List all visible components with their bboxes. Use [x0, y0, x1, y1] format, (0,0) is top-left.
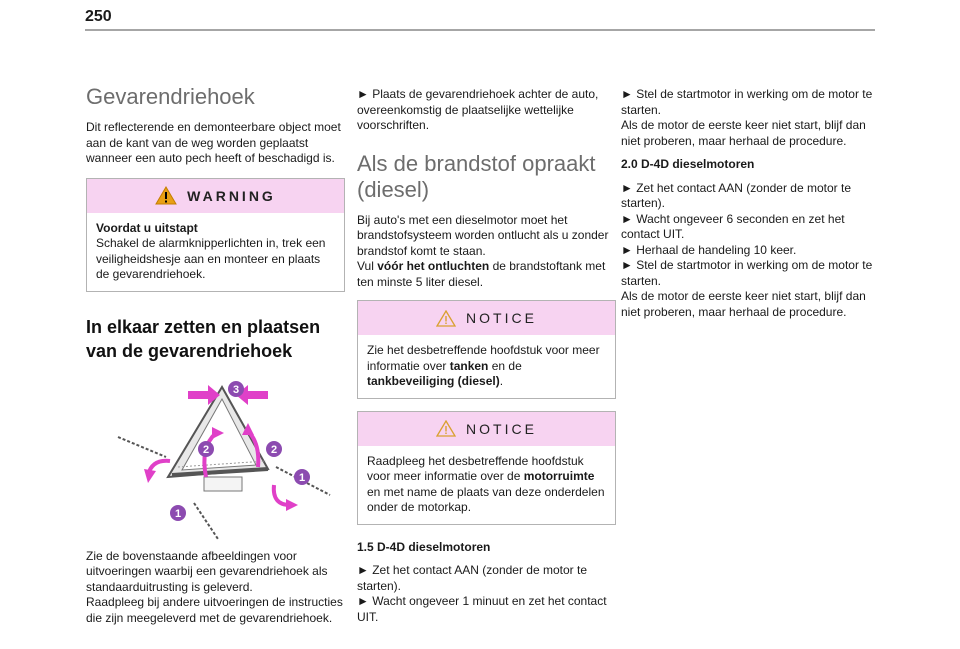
notice-icon	[436, 310, 456, 327]
svg-text:2: 2	[202, 443, 210, 456]
step-wait-1-minute: ► Wacht ongeveer 1 minuut en zet het contact UIT.	[357, 594, 607, 624]
placement-instruction: ► Plaats de gevarendriehoek achter de auto, overeenkomstig de plaatselijke wettelijke voorschriften.	[357, 87, 599, 132]
warning-box-header	[87, 179, 344, 213]
notice-box-engine	[357, 411, 616, 525]
notice-box-header	[358, 301, 615, 335]
step-repeat-10: ► Herhaal de handeling 10 keer.	[621, 242, 797, 257]
label-badge-3	[228, 381, 244, 397]
notice-box-title: NOTICE	[466, 420, 537, 437]
warning-box-body	[87, 213, 344, 291]
svg-text:2: 2	[270, 443, 278, 456]
triangle-assembly-illustration	[108, 377, 338, 549]
column-1	[86, 40, 345, 626]
notice-box-fueling	[357, 300, 616, 399]
heading-2-0-diesel: 2.0 D-4D dieselmotoren	[621, 157, 755, 171]
label-badge-1-right	[294, 469, 310, 485]
svg-text:1: 1	[298, 471, 306, 484]
label-badge-2-left	[198, 441, 214, 457]
figure-caption-standard: Zie de bovenstaande afbeeldingen voor uitvoeringen waarbij een gevarendriehoek als standaarduitrusting is geleverd.	[86, 548, 328, 594]
warning-box-title: WARNING	[187, 187, 276, 204]
label-badge-2-right	[266, 441, 282, 457]
step-start-engine: ► Stel de startmotor in werking om de motor te starten.	[621, 258, 873, 288]
notice-icon	[436, 420, 456, 437]
figure-caption-other: Raadpleeg bij andere uitvoeringen de instructies die zijn meegeleverd met de gevarendriehoek.	[86, 595, 343, 625]
notice-box-body: Zie het desbetreffende hoofdstuk voor meer informatie over tanken en de tankbeveiliging (diesel).	[367, 343, 600, 388]
assembly-heading: In elkaar zetten en plaatsen van de gevarendriehoek	[86, 316, 321, 361]
fuel-paragraph-1: Bij auto's met een dieselmotor moet het brandstofsysteem worden ontlucht als u zonder brandstof komt te staan.	[357, 212, 609, 258]
label-badge-1-left	[170, 505, 186, 521]
warning-icon	[155, 186, 177, 205]
column-2	[357, 40, 616, 625]
warning-text: Schakel de alarmknipperlichten in, trek een veiligheidshesje aan en monteer en plaats de gevarendriehoek.	[96, 236, 326, 281]
page-number: 250	[85, 8, 112, 25]
warning-triangle-figure	[108, 377, 338, 549]
header-rule	[85, 29, 875, 31]
section-title-out-of-fuel: Als de brandstof opraakt (diesel)	[357, 150, 596, 202]
fuel-paragraph-2: Vul vóór het ontluchten de brandstoftank met ten minste 5 liter diesel.	[357, 259, 606, 289]
warning-lead: Voordat u uitstapt	[96, 220, 198, 235]
section-title-warning-triangle: Gevarendriehoek	[86, 84, 255, 109]
intro-paragraph: Dit reflecterende en demonteerbare object moet aan de kant van de weg worden geplaatst wanneer een auto pech heeft of beschadigd is.	[86, 120, 341, 165]
step-ignition-on: ► Zet het contact AAN (zonder de motor te starten).	[357, 563, 587, 593]
step-retry-note: Als de motor de eerste keer niet start, blijf dan niet proberen, maar herhaal de procedure.	[621, 289, 866, 319]
warning-box	[86, 178, 345, 292]
step-start-engine: ► Stel de startmotor in werking om de motor te starten.	[621, 87, 873, 117]
step-wait-6-seconds: ► Wacht ongeveer 6 seconden en zet het contact UIT.	[621, 211, 845, 241]
column-3	[621, 40, 880, 320]
heading-1-5-diesel: 1.5 D-4D dieselmotoren	[357, 539, 491, 554]
notice-box-header	[358, 412, 615, 446]
notice-box-body: Raadpleeg het desbetreffende hoofdstuk voor meer informatie over de motorruimte en met name de plaats van deze onderdelen onder de motorkap.	[367, 453, 605, 514]
step-ignition-on: ► Zet het contact AAN (zonder de motor te starten).	[621, 180, 851, 210]
svg-text:1: 1	[174, 507, 182, 520]
svg-text:3: 3	[232, 383, 240, 396]
notice-box-title: NOTICE	[466, 310, 537, 326]
step-retry-note: Als de motor de eerste keer niet start, blijf dan niet proberen, maar herhaal de procedure.	[621, 118, 866, 148]
